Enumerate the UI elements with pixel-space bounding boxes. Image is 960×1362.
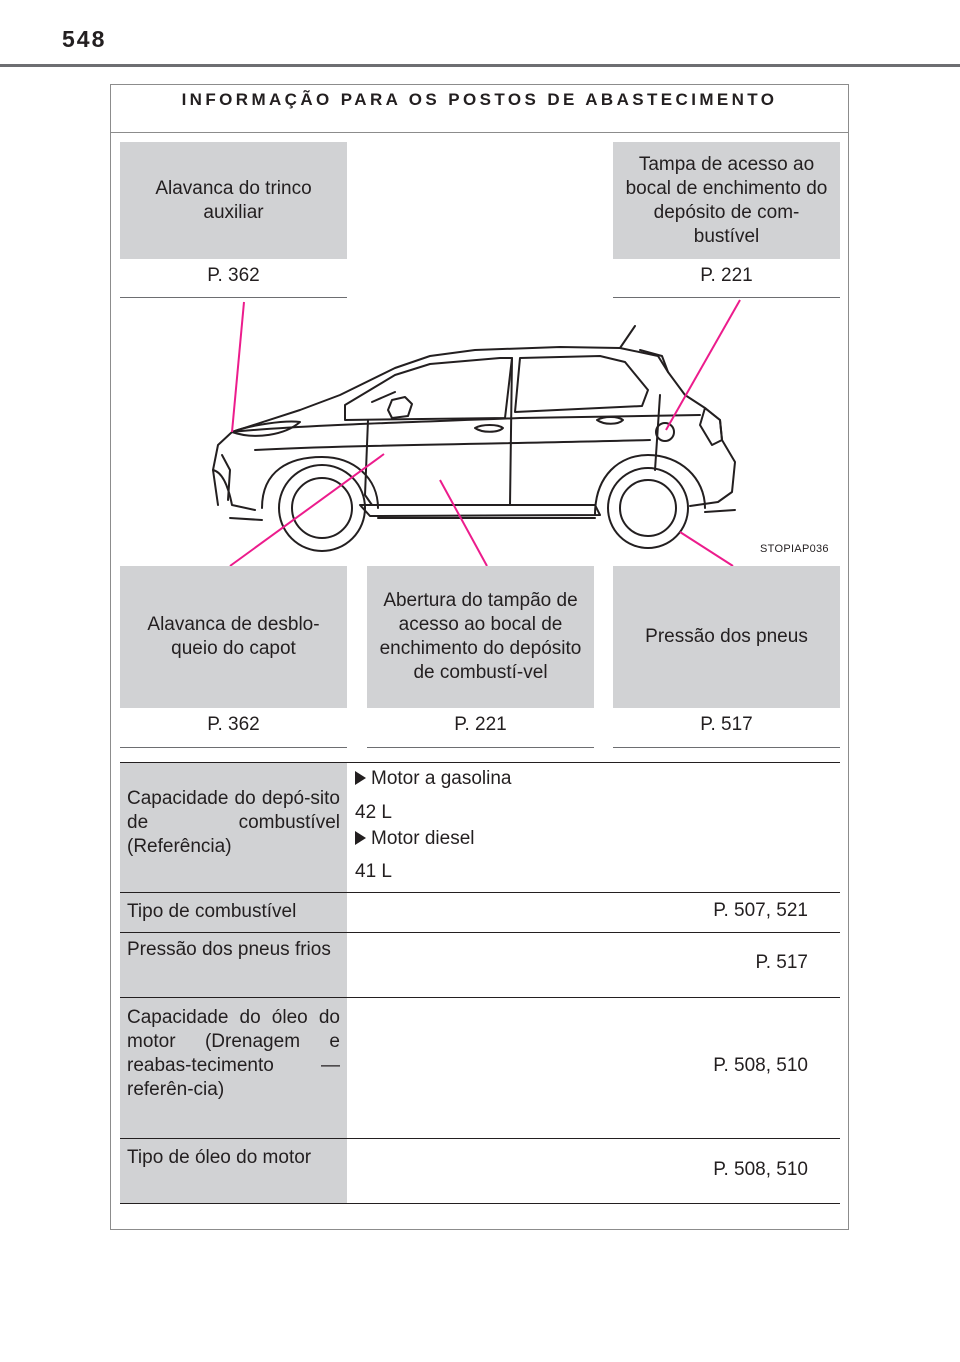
section-title: INFORMAÇÃO PARA OS POSTOS DE ABASTECIMENTO — [181, 90, 778, 109]
callout-tire-pressure-label: Pressão dos pneus — [645, 626, 808, 647]
gasoline-capacity-value: 42 L — [355, 802, 392, 823]
diesel-capacity-value: 41 L — [355, 861, 392, 882]
diesel-engine-row — [355, 828, 475, 850]
gasoline-engine-label: Motor a gasolina — [371, 768, 512, 789]
gasoline-engine-row — [355, 768, 511, 790]
callout-tire-pressure-ref: P. 517 — [700, 714, 753, 735]
callout-fuel-door-opener-ref: P. 221 — [454, 714, 507, 735]
figure-code: STOPIAP036 — [760, 543, 829, 555]
table-rule — [120, 1203, 840, 1204]
callout-aux-latch-ref: P. 362 — [207, 265, 260, 286]
callout-fuel-door-cover-label: Tampa de acesso ao bocal de enchimento do depósito de com-bustível — [625, 153, 828, 247]
fuel-type-label: Tipo de combustível — [120, 893, 347, 932]
callout-fuel-door-opener-label: Abertura do tampão de acesso ao bocal de enchimento do depósito de combustí-vel — [379, 590, 582, 683]
bullet-arrow-icon — [355, 771, 366, 785]
callout-divider — [613, 747, 840, 748]
cold-tire-pressure-ref: P. 517 — [755, 952, 808, 973]
page-number: 548 — [62, 26, 107, 52]
oil-type-ref: P. 508, 510 — [713, 1159, 808, 1180]
oil-type-label: Tipo de óleo do motor — [120, 1139, 347, 1203]
fuel-type-ref: P. 507, 521 — [713, 900, 808, 921]
callout-fuel-door-opener — [367, 566, 594, 708]
callout-divider — [120, 747, 347, 748]
bullet-arrow-icon — [355, 831, 366, 845]
callout-hood-release — [120, 566, 347, 708]
fuel-capacity-label: Capacidade do depó-sito de combustível (Referência) — [120, 763, 347, 892]
callout-fuel-door-cover-ref: P. 221 — [700, 265, 753, 286]
oil-capacity-ref: P. 508, 510 — [713, 1055, 808, 1076]
oil-capacity-label: Capacidade do óleo do motor (Drenagem e reabas-tecimento — referên-cia) — [120, 998, 347, 1138]
callout-aux-latch-label: Alavanca do trinco auxiliar — [155, 177, 312, 223]
callout-tire-pressure — [613, 566, 840, 708]
diesel-engine-label: Motor diesel — [371, 828, 475, 849]
callout-hood-release-label: Alavanca de desblo-queio do capot — [147, 614, 320, 659]
callout-hood-release-ref: P. 362 — [207, 714, 260, 735]
callout-divider — [367, 747, 594, 748]
cold-tire-pressure-label: Pressão dos pneus frios — [120, 933, 347, 997]
